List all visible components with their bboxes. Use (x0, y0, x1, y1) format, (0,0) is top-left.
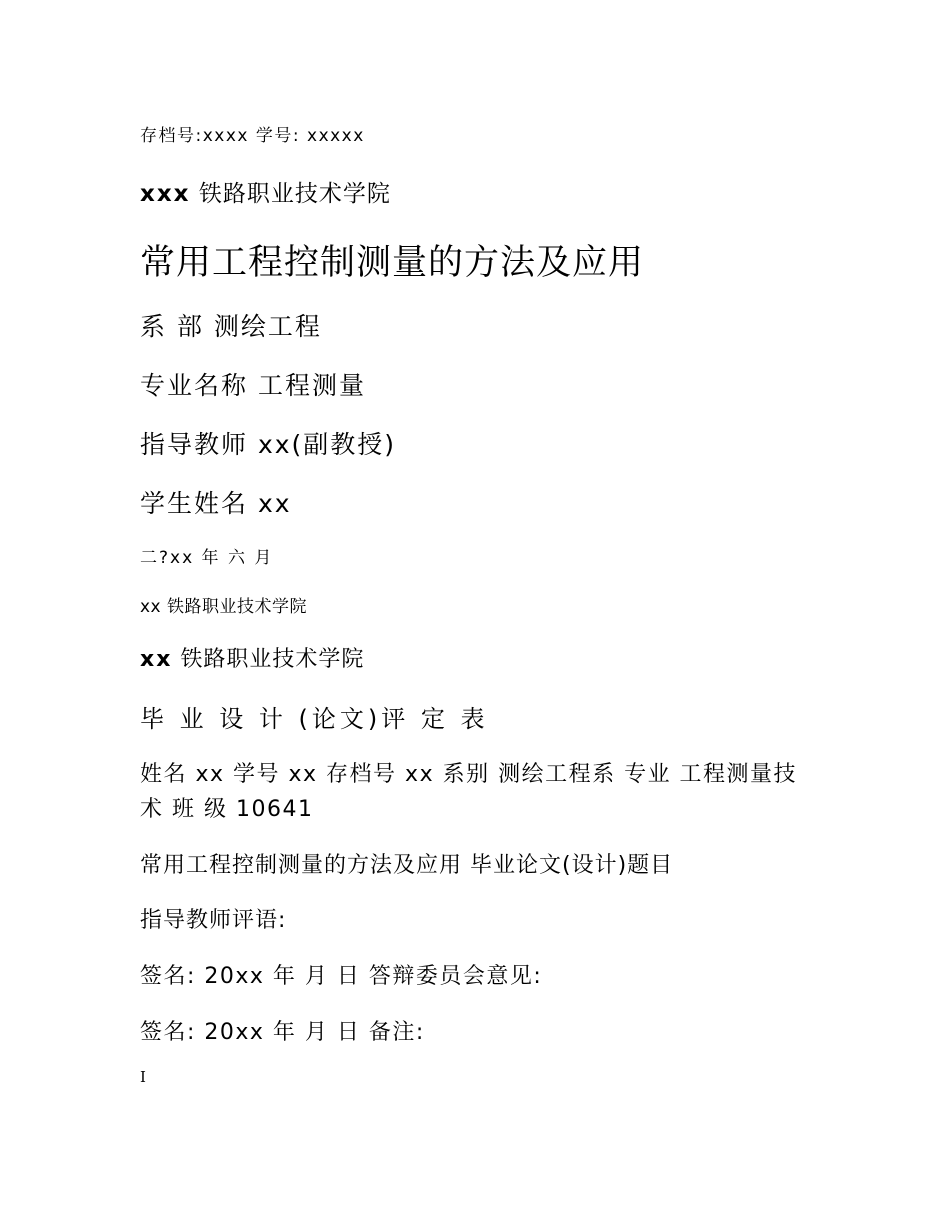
school-name-heading (140, 175, 391, 208)
signature-line-1: 签名: 20xx 年 月 日 答辩委员会意见: (140, 964, 543, 989)
student-name-line: 学生姓名 xx (140, 489, 292, 518)
signature-line-2: 签名: 20xx 年 月 日 备注: (140, 1020, 425, 1045)
page-number: I (140, 1068, 146, 1086)
thesis-topic-line: 常用工程控制测量的方法及应用 毕业论文(设计)题目 (140, 853, 674, 878)
school-name-heading-2 (140, 642, 364, 673)
date-line: 二?xx 年 六 月 (140, 548, 274, 568)
school-name-small: xx 铁路职业技术学院 (140, 597, 308, 617)
student-info-line: 姓名 xx 学号 xx 存档号 xx 系别 测绘工程系 专业 工程测量技术 班 级 10641 (140, 762, 798, 822)
school-name-2-prefix: xx (140, 647, 173, 672)
advisor-comments-label: 指导教师评语: (140, 908, 287, 933)
school-name-2-text: 铁路职业技术学院 (172, 647, 365, 672)
school-name-text: 铁路职业技术学院 (190, 181, 391, 207)
school-name-prefix: xxx (140, 181, 191, 207)
department-line: 系 部 测绘工程 (140, 312, 322, 341)
advisor-line: 指导教师 xx(副教授) (140, 430, 397, 459)
major-line: 专业名称 工程测量 (140, 371, 366, 400)
thesis-title: 常用工程控制测量的方法及应用 (140, 243, 645, 283)
evaluation-form-title: 毕 业 设 计 (论文)评 定 表 (140, 705, 489, 733)
archive-number-line: 存档号:xxxx 学号: xxxxx (140, 126, 365, 146)
